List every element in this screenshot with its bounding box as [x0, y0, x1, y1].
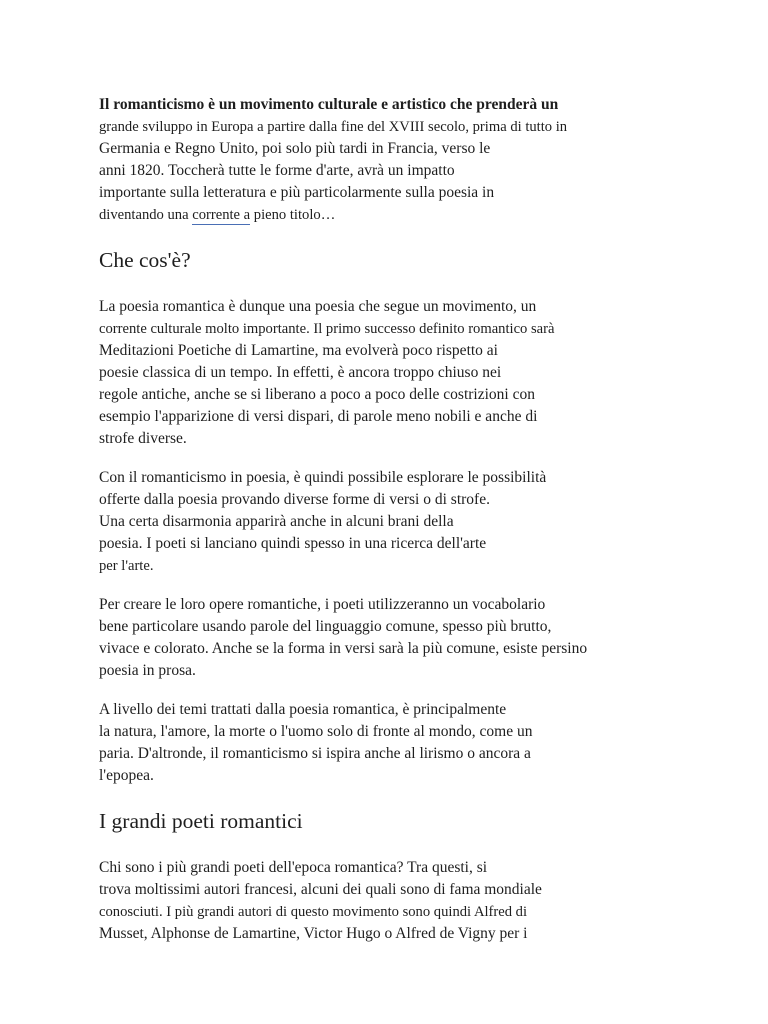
section1-paragraph-4 [99, 699, 739, 787]
paragraph-line: esempio l'apparizione di versi dispari, di parole meno nobili e anche di [99, 408, 538, 425]
paragraph-line: Per creare le loro opere romantiche, i poeti utilizzeranno un vocabolario [99, 596, 546, 613]
section1-paragraph-3 [99, 594, 739, 682]
section1-paragraph-2 [99, 467, 739, 577]
paragraph-line: poesia in prosa. [99, 662, 196, 679]
paragraph-line: Musset, Alphonse de Lamartine, Victor Hugo o Alfred de Vigny per i [99, 925, 528, 942]
intro-line-3: Germania e Regno Unito, poi solo più tardi in Francia, verso le [99, 140, 491, 157]
intro-line-1: Il romanticismo è un movimento culturale e artistico che prenderà un [99, 96, 559, 113]
paragraph-line: A livello dei temi trattati dalla poesia romantica, è principalmente [99, 701, 507, 718]
paragraph-line: la natura, l'amore, la morte o l'uomo solo di fronte al mondo, come un [99, 723, 533, 740]
paragraph-line: poesie classica di un tempo. In effetti, è ancora troppo chiuso nei [99, 364, 502, 381]
paragraph-line: poesia. I poeti si lanciano quindi spesso in una ricerca dell'arte [99, 535, 487, 552]
intro-line-6 [99, 204, 739, 226]
paragraph-line: La poesia romantica è dunque una poesia che segue un movimento, un [99, 298, 537, 315]
paragraph-line: Meditazioni Poetiche di Lamartine, ma evolverà poco rispetto ai [99, 342, 498, 359]
intro-line-5: importante sulla letteratura e più particolarmente sulla poesia in [99, 184, 495, 201]
section2-paragraph-1 [99, 857, 739, 945]
paragraph-line: offerte dalla poesia provando diverse forme di versi o di strofe. [99, 491, 490, 508]
paragraph-line: corrente culturale molto importante. Il primo successo definito romantico sarà [99, 321, 555, 337]
paragraph-line: Una certa disarmonia apparirà anche in alcuni brani della [99, 513, 454, 530]
paragraph-line: paria. D'altronde, il romanticismo si ispira anche al lirismo o ancora a [99, 745, 531, 762]
intro-line-6-after: pieno titolo… [250, 207, 336, 223]
section-heading-grandi-poeti: I grandi poeti romantici [99, 809, 303, 833]
document-page [99, 94, 739, 945]
paragraph-line: strofe diverse. [99, 430, 187, 447]
intro-line-4: anni 1820. Toccherà tutte le forme d'arte, avrà un impatto [99, 162, 455, 179]
section1-paragraph-1 [99, 296, 739, 450]
paragraph-line: regole antiche, anche se si liberano a poco a poco delle costrizioni con [99, 386, 535, 403]
section-heading-che-cose: Che cos'è? [99, 248, 191, 272]
paragraph-line: Chi sono i più grandi poeti dell'epoca romantica? Tra questi, si [99, 859, 488, 876]
paragraph-line: trova moltissimi autori francesi, alcuni dei quali sono di fama mondiale [99, 881, 542, 898]
corrente-link[interactable]: corrente a [192, 207, 251, 223]
paragraph-line: Con il romanticismo in poesia, è quindi possibile esplorare le possibilità [99, 469, 547, 486]
paragraph-line: vivace e colorato. Anche se la forma in versi sarà la più comune, esiste persino [99, 640, 588, 657]
paragraph-line: per l'arte. [99, 558, 154, 574]
intro-line-6-before: diventando una [99, 207, 193, 223]
paragraph-line: bene particolare usando parole del linguaggio comune, spesso più brutto, [99, 618, 552, 635]
paragraph-line: l'epopea. [99, 767, 154, 784]
intro-line-2: grande sviluppo in Europa a partire dalla fine del XVIII secolo, prima di tutto in [99, 119, 568, 135]
intro-paragraph [99, 94, 739, 226]
paragraph-line: conosciuti. I più grandi autori di questo movimento sono quindi Alfred di [99, 904, 528, 920]
